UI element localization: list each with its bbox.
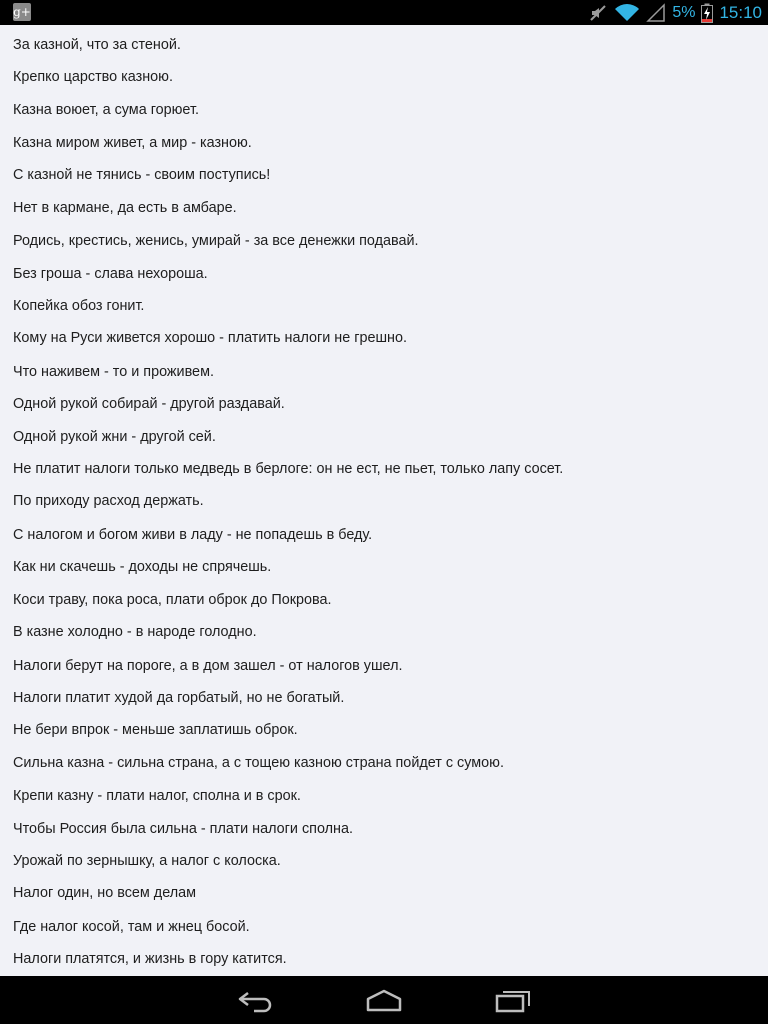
list-item[interactable]: Налог один, но всем делам — [13, 885, 197, 901]
list-item[interactable]: Одной рукой собирай - другой раздавай. — [13, 396, 285, 412]
list-item[interactable]: С налогом и богом живи в ладу - не попадешь в беду. — [13, 527, 373, 543]
list-item[interactable]: В казне холодно - в народе голодно. — [13, 624, 257, 640]
list-item[interactable]: Казна воюет, а сума горюет. — [13, 102, 199, 118]
list-item[interactable]: Чтобы Россия была сильна - плати налоги сполна. — [13, 821, 353, 837]
list-item[interactable]: Не платит налоги только медведь в берлоге: он не ест, не пьет, только лапу сосет. — [13, 461, 564, 477]
list-item[interactable]: Урожай по зернышку, а налог с колоска. — [13, 853, 281, 869]
recent-apps-button[interactable] — [491, 986, 535, 1014]
list-item[interactable]: Как ни скачешь - доходы не спрячешь. — [13, 559, 272, 575]
back-icon — [234, 986, 278, 1014]
list-item[interactable]: Кому на Руси живется хорошо - платить налоги не грешно. — [13, 330, 408, 346]
list-item[interactable]: Родись, крестись, женись, умирай - за все денежки подавай. — [13, 233, 419, 249]
status-bar — [0, 0, 768, 25]
list-item[interactable]: Налоги берут на пороге, а в дом зашел - от налогов ушел. — [13, 658, 403, 674]
list-item[interactable]: Коси траву, пока роса, плати оброк до Покрова. — [13, 592, 332, 608]
list-item[interactable]: Что наживем - то и проживем. — [13, 364, 214, 380]
home-icon — [362, 986, 406, 1014]
list-item[interactable]: Без гроша - слава нехороша. — [13, 266, 208, 282]
list-item[interactable]: Одной рукой жни - другой сей. — [13, 429, 216, 445]
list-item[interactable]: Где налог косой, там и жнец босой. — [13, 919, 250, 935]
list-item[interactable]: Казна миром живет, а мир - казною. — [13, 135, 252, 151]
list-item[interactable]: Нет в кармане, да есть в амбаре. — [13, 200, 237, 216]
wifi-icon — [614, 3, 640, 23]
clock: 15:10 — [719, 3, 762, 22]
list-item[interactable]: Крепи казну - плати налог, сполна и в срок. — [13, 788, 301, 804]
back-button[interactable] — [234, 986, 278, 1014]
battery-percent: 5% — [672, 4, 696, 21]
list-item[interactable]: Копейка обоз гонит. — [13, 298, 145, 314]
list-item[interactable]: Налоги платятся, и жизнь в гору катится. — [13, 951, 287, 967]
status-icons — [582, 0, 762, 25]
list-item[interactable]: С казной не тянись - своим поступись! — [13, 167, 271, 183]
home-button[interactable] — [362, 986, 406, 1014]
list-item[interactable]: По приходу расход держать. — [13, 493, 204, 509]
list-item[interactable]: Не бери впрок - меньше заплатишь оброк. — [13, 722, 298, 738]
list-item[interactable]: За казной, что за стеной. — [13, 37, 181, 53]
list-item[interactable]: Сильна казна - сильна страна, а с тощею казною страна пойдет с сумою. — [13, 755, 504, 771]
list-item[interactable]: Крепко царство казною. — [13, 69, 173, 85]
signal-icon — [646, 3, 666, 23]
battery-charging-icon — [701, 3, 713, 23]
recent-apps-icon — [491, 986, 535, 1014]
navigation-bar — [0, 976, 768, 1024]
mute-icon — [588, 3, 608, 23]
google-plus-icon[interactable]: g+ — [13, 5, 31, 19]
proverbs-list[interactable] — [0, 25, 768, 976]
list-item[interactable]: Налоги платит худой да горбатый, но не богатый. — [13, 690, 345, 706]
